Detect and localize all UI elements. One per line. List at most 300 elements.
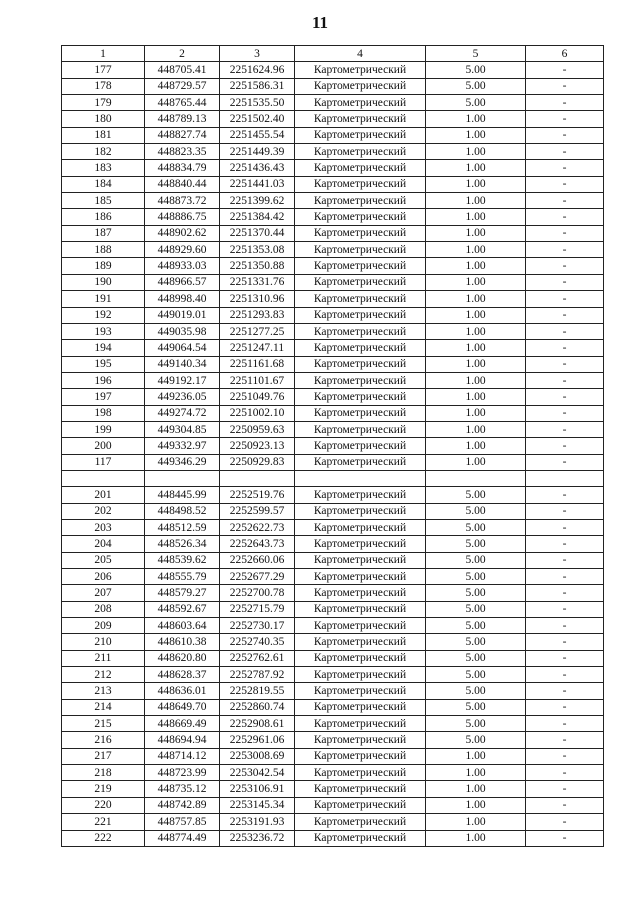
cell-x: 448714.12 (145, 748, 220, 764)
cell-description: - (526, 372, 604, 388)
cell-method: Картометрический (295, 585, 426, 601)
cell-accuracy: 1.00 (426, 242, 526, 258)
cell-method: Картометрический (295, 601, 426, 617)
cell-description: - (526, 144, 604, 160)
cell-x: 448933.03 (145, 258, 220, 274)
cell-y: 2250923.13 (220, 438, 295, 454)
cell-method: Картометрический (295, 650, 426, 666)
cell-y: 2253008.69 (220, 748, 295, 764)
cell-method: Картометрический (295, 536, 426, 552)
cell-y: 2252677.29 (220, 569, 295, 585)
cell-accuracy: 1.00 (426, 274, 526, 290)
cell-x: 449035.98 (145, 323, 220, 339)
cell-description: - (526, 258, 604, 274)
cell-accuracy: 1.00 (426, 127, 526, 143)
cell-description: - (526, 650, 604, 666)
cell-method: Картометрический (295, 797, 426, 813)
cell-y: 2251441.03 (220, 176, 295, 192)
cell-description: - (526, 781, 604, 797)
cell-accuracy: 1.00 (426, 225, 526, 241)
cell-point-number: 182 (62, 144, 145, 160)
cell-method: Картометрический (295, 307, 426, 323)
cell-description: - (526, 438, 604, 454)
cell-description: - (526, 601, 604, 617)
table-row (62, 732, 604, 748)
table-row (62, 585, 604, 601)
cell-description: - (526, 634, 604, 650)
cell-x: 449346.29 (145, 454, 220, 470)
cell-accuracy: 1.00 (426, 111, 526, 127)
table-row (62, 830, 604, 846)
cell-description: - (526, 193, 604, 209)
table-row (62, 209, 604, 225)
cell-point-number: 200 (62, 438, 145, 454)
cell-x: 449332.97 (145, 438, 220, 454)
cell-x: 448592.67 (145, 601, 220, 617)
cell-x: 448757.85 (145, 814, 220, 830)
cell-x: 448873.72 (145, 193, 220, 209)
cell-accuracy: 1.00 (426, 340, 526, 356)
cell-y: 2253236.72 (220, 830, 295, 846)
cell-x: 449192.17 (145, 372, 220, 388)
cell-x: 448774.49 (145, 830, 220, 846)
cell-y: 2252715.79 (220, 601, 295, 617)
cell-y: 2251002.10 (220, 405, 295, 421)
cell-description: - (526, 291, 604, 307)
cell-y: 2251353.08 (220, 242, 295, 258)
cell-point-number: 212 (62, 667, 145, 683)
table-row (62, 503, 604, 519)
cell-accuracy: 1.00 (426, 193, 526, 209)
cell-method: Картометрический (295, 683, 426, 699)
table-row (62, 307, 604, 323)
separator-cell (526, 470, 604, 486)
table-row (62, 225, 604, 241)
header-row (62, 46, 604, 62)
cell-method: Картометрический (295, 716, 426, 732)
cell-method: Картометрический (295, 111, 426, 127)
cell-method: Картометрический (295, 765, 426, 781)
cell-accuracy: 5.00 (426, 95, 526, 111)
cell-y: 2251436.43 (220, 160, 295, 176)
cell-y: 2250959.63 (220, 421, 295, 437)
cell-method: Картометрический (295, 144, 426, 160)
cell-accuracy: 5.00 (426, 699, 526, 715)
cell-y: 2251247.11 (220, 340, 295, 356)
table-row (62, 127, 604, 143)
cell-accuracy: 5.00 (426, 487, 526, 503)
cell-accuracy: 5.00 (426, 62, 526, 78)
cell-point-number: 210 (62, 634, 145, 650)
cell-y: 2251455.54 (220, 127, 295, 143)
cell-description: - (526, 225, 604, 241)
table-row (62, 797, 604, 813)
cell-accuracy: 1.00 (426, 797, 526, 813)
cell-method: Картометрический (295, 454, 426, 470)
cell-description: - (526, 618, 604, 634)
cell-method: Картометрический (295, 340, 426, 356)
cell-method: Картометрический (295, 160, 426, 176)
cell-y: 2251535.50 (220, 95, 295, 111)
cell-x: 449064.54 (145, 340, 220, 356)
cell-x: 448649.70 (145, 699, 220, 715)
cell-description: - (526, 160, 604, 176)
cell-accuracy: 1.00 (426, 405, 526, 421)
cell-description: - (526, 62, 604, 78)
cell-point-number: 193 (62, 323, 145, 339)
cell-point-number: 209 (62, 618, 145, 634)
cell-description: - (526, 405, 604, 421)
cell-point-number: 187 (62, 225, 145, 241)
cell-y: 2251399.62 (220, 193, 295, 209)
cell-accuracy: 1.00 (426, 454, 526, 470)
cell-point-number: 207 (62, 585, 145, 601)
header-cell-point-number: 1 (62, 46, 145, 62)
cell-method: Картометрический (295, 748, 426, 764)
cell-accuracy: 5.00 (426, 601, 526, 617)
cell-description: - (526, 748, 604, 764)
cell-y: 2251449.39 (220, 144, 295, 160)
cell-accuracy: 1.00 (426, 748, 526, 764)
cell-point-number: 205 (62, 552, 145, 568)
table-row (62, 111, 604, 127)
table-row (62, 552, 604, 568)
cell-description: - (526, 242, 604, 258)
cell-method: Картометрический (295, 781, 426, 797)
cell-description: - (526, 503, 604, 519)
cell-x: 448636.01 (145, 683, 220, 699)
cell-y: 2252787.92 (220, 667, 295, 683)
cell-x: 448555.79 (145, 569, 220, 585)
cell-method: Картометрический (295, 667, 426, 683)
cell-y: 2252908.61 (220, 716, 295, 732)
cell-x: 449236.05 (145, 389, 220, 405)
cell-method: Картометрический (295, 830, 426, 846)
table-row (62, 683, 604, 699)
cell-point-number: 219 (62, 781, 145, 797)
cell-y: 2251277.25 (220, 323, 295, 339)
cell-point-number: 185 (62, 193, 145, 209)
cell-accuracy: 1.00 (426, 307, 526, 323)
cell-method: Картометрический (295, 732, 426, 748)
cell-accuracy: 1.00 (426, 814, 526, 830)
table-row (62, 699, 604, 715)
cell-method: Картометрический (295, 225, 426, 241)
cell-x: 448526.34 (145, 536, 220, 552)
cell-point-number: 213 (62, 683, 145, 699)
cell-x: 448620.80 (145, 650, 220, 666)
cell-accuracy: 1.00 (426, 291, 526, 307)
table-row (62, 291, 604, 307)
cell-y: 2252740.35 (220, 634, 295, 650)
cell-y: 2252762.61 (220, 650, 295, 666)
cell-y: 2253191.93 (220, 814, 295, 830)
cell-y: 2251624.96 (220, 62, 295, 78)
cell-point-number: 188 (62, 242, 145, 258)
cell-y: 2252622.73 (220, 519, 295, 535)
cell-description: - (526, 421, 604, 437)
cell-accuracy: 1.00 (426, 421, 526, 437)
table-row (62, 421, 604, 437)
table-row (62, 356, 604, 372)
table-row (62, 405, 604, 421)
table-row (62, 454, 604, 470)
header-cell-method: 4 (295, 46, 426, 62)
cell-accuracy: 5.00 (426, 78, 526, 94)
cell-description: - (526, 683, 604, 699)
cell-accuracy: 1.00 (426, 372, 526, 388)
cell-point-number: 199 (62, 421, 145, 437)
cell-point-number: 221 (62, 814, 145, 830)
cell-description: - (526, 487, 604, 503)
cell-description: - (526, 716, 604, 732)
cell-point-number: 198 (62, 405, 145, 421)
cell-method: Картометрический (295, 503, 426, 519)
cell-accuracy: 1.00 (426, 830, 526, 846)
cell-accuracy: 1.00 (426, 176, 526, 192)
separator-cell (220, 470, 295, 486)
cell-accuracy: 1.00 (426, 781, 526, 797)
cell-x: 449304.85 (145, 421, 220, 437)
table-row (62, 569, 604, 585)
cell-y: 2252700.78 (220, 585, 295, 601)
cell-point-number: 192 (62, 307, 145, 323)
cell-point-number: 194 (62, 340, 145, 356)
cell-method: Картометрический (295, 487, 426, 503)
cell-point-number: 189 (62, 258, 145, 274)
cell-accuracy: 1.00 (426, 323, 526, 339)
cell-y: 2251101.67 (220, 372, 295, 388)
table-separator (62, 470, 604, 486)
table-row (62, 601, 604, 617)
cell-description: - (526, 127, 604, 143)
cell-point-number: 197 (62, 389, 145, 405)
cell-description: - (526, 552, 604, 568)
cell-x: 448610.38 (145, 634, 220, 650)
cell-x: 448445.99 (145, 487, 220, 503)
header-cell-x: 2 (145, 46, 220, 62)
cell-point-number: 218 (62, 765, 145, 781)
table-row (62, 258, 604, 274)
cell-point-number: 214 (62, 699, 145, 715)
cell-method: Картометрический (295, 356, 426, 372)
cell-description: - (526, 111, 604, 127)
cell-x: 448628.37 (145, 667, 220, 683)
cell-point-number: 184 (62, 176, 145, 192)
cell-x: 448886.75 (145, 209, 220, 225)
cell-method: Картометрический (295, 209, 426, 225)
cell-y: 2252961.06 (220, 732, 295, 748)
cell-x: 448840.44 (145, 176, 220, 192)
table-row (62, 814, 604, 830)
cell-accuracy: 5.00 (426, 683, 526, 699)
cell-point-number: 201 (62, 487, 145, 503)
cell-x: 449140.34 (145, 356, 220, 372)
table-row (62, 95, 604, 111)
cell-point-number: 202 (62, 503, 145, 519)
table-row (62, 438, 604, 454)
cell-accuracy: 1.00 (426, 144, 526, 160)
header-cell-description: 6 (526, 46, 604, 62)
table-row (62, 519, 604, 535)
cell-point-number: 196 (62, 372, 145, 388)
cell-method: Картометрический (295, 618, 426, 634)
cell-x: 448789.13 (145, 111, 220, 127)
cell-description: - (526, 209, 604, 225)
table-row (62, 536, 604, 552)
table-row (62, 62, 604, 78)
cell-y: 2251502.40 (220, 111, 295, 127)
cell-accuracy: 5.00 (426, 519, 526, 535)
cell-point-number: 217 (62, 748, 145, 764)
cell-y: 2251293.83 (220, 307, 295, 323)
cell-description: - (526, 176, 604, 192)
cell-point-number: 204 (62, 536, 145, 552)
cell-description: - (526, 340, 604, 356)
cell-accuracy: 1.00 (426, 209, 526, 225)
cell-accuracy: 5.00 (426, 569, 526, 585)
cell-accuracy: 1.00 (426, 160, 526, 176)
table-row (62, 193, 604, 209)
table-row (62, 242, 604, 258)
cell-y: 2252599.57 (220, 503, 295, 519)
cell-point-number: 179 (62, 95, 145, 111)
separator-cell (62, 470, 145, 486)
cell-method: Картометрический (295, 176, 426, 192)
table-row (62, 176, 604, 192)
table-row (62, 650, 604, 666)
cell-y: 2253106.91 (220, 781, 295, 797)
cell-description: - (526, 323, 604, 339)
cell-description: - (526, 814, 604, 830)
cell-x: 448998.40 (145, 291, 220, 307)
cell-accuracy: 1.00 (426, 356, 526, 372)
cell-description: - (526, 307, 604, 323)
cell-point-number: 216 (62, 732, 145, 748)
cell-x: 448823.35 (145, 144, 220, 160)
cell-y: 2251370.44 (220, 225, 295, 241)
cell-point-number: 178 (62, 78, 145, 94)
cell-y: 2252819.55 (220, 683, 295, 699)
cell-method: Картометрический (295, 193, 426, 209)
table-row (62, 372, 604, 388)
cell-x: 448669.49 (145, 716, 220, 732)
cell-point-number: 203 (62, 519, 145, 535)
cell-y: 2252660.06 (220, 552, 295, 568)
cell-point-number: 190 (62, 274, 145, 290)
cell-x: 448694.94 (145, 732, 220, 748)
cell-accuracy: 5.00 (426, 585, 526, 601)
cell-method: Картометрический (295, 519, 426, 535)
cell-method: Картометрический (295, 569, 426, 585)
cell-accuracy: 5.00 (426, 618, 526, 634)
cell-description: - (526, 830, 604, 846)
cell-method: Картометрический (295, 699, 426, 715)
cell-description: - (526, 797, 604, 813)
cell-y: 2253145.34 (220, 797, 295, 813)
cell-y: 2250929.83 (220, 454, 295, 470)
cell-description: - (526, 454, 604, 470)
table-body-bottom (62, 487, 604, 847)
cell-method: Картометрический (295, 405, 426, 421)
cell-point-number: 183 (62, 160, 145, 176)
cell-accuracy: 1.00 (426, 438, 526, 454)
cell-x: 448827.74 (145, 127, 220, 143)
cell-point-number: 181 (62, 127, 145, 143)
cell-description: - (526, 667, 604, 683)
cell-point-number: 195 (62, 356, 145, 372)
cell-y: 2252519.76 (220, 487, 295, 503)
cell-description: - (526, 765, 604, 781)
cell-description: - (526, 95, 604, 111)
cell-x: 448498.52 (145, 503, 220, 519)
cell-description: - (526, 569, 604, 585)
cell-x: 448729.57 (145, 78, 220, 94)
cell-method: Картометрический (295, 372, 426, 388)
table-row (62, 160, 604, 176)
cell-accuracy: 5.00 (426, 503, 526, 519)
cell-point-number: 177 (62, 62, 145, 78)
cell-x: 448902.62 (145, 225, 220, 241)
cell-description: - (526, 389, 604, 405)
table-row (62, 340, 604, 356)
cell-description: - (526, 732, 604, 748)
cell-point-number: 186 (62, 209, 145, 225)
header-cell-y: 3 (220, 46, 295, 62)
cell-y: 2251350.88 (220, 258, 295, 274)
cell-x: 448579.27 (145, 585, 220, 601)
table-row (62, 781, 604, 797)
cell-x: 448603.64 (145, 618, 220, 634)
cell-method: Картометрический (295, 421, 426, 437)
cell-y: 2251384.42 (220, 209, 295, 225)
cell-x: 448966.57 (145, 274, 220, 290)
cell-x: 449019.01 (145, 307, 220, 323)
cell-x: 448735.12 (145, 781, 220, 797)
cell-description: - (526, 274, 604, 290)
cell-y: 2252643.73 (220, 536, 295, 552)
cell-description: - (526, 699, 604, 715)
header-cell-accuracy: 5 (426, 46, 526, 62)
cell-description: - (526, 585, 604, 601)
cell-x: 448512.59 (145, 519, 220, 535)
table-row (62, 78, 604, 94)
cell-point-number: 215 (62, 716, 145, 732)
cell-method: Картометрический (295, 258, 426, 274)
cell-accuracy: 1.00 (426, 765, 526, 781)
table-row (62, 274, 604, 290)
table-row (62, 323, 604, 339)
separator-cell (145, 470, 220, 486)
page-number: 11 (311, 13, 329, 32)
cell-y: 2251586.31 (220, 78, 295, 94)
cell-accuracy: 5.00 (426, 732, 526, 748)
table-row (62, 765, 604, 781)
cell-point-number: 208 (62, 601, 145, 617)
table-row (62, 487, 604, 503)
cell-accuracy: 5.00 (426, 716, 526, 732)
cell-accuracy: 1.00 (426, 258, 526, 274)
cell-point-number: 220 (62, 797, 145, 813)
separator-cell (295, 470, 426, 486)
cell-accuracy: 5.00 (426, 536, 526, 552)
cell-method: Картометрический (295, 127, 426, 143)
cell-x: 448539.62 (145, 552, 220, 568)
cell-accuracy: 1.00 (426, 389, 526, 405)
cell-point-number: 222 (62, 830, 145, 846)
cell-method: Картометрический (295, 78, 426, 94)
cell-y: 2251161.68 (220, 356, 295, 372)
